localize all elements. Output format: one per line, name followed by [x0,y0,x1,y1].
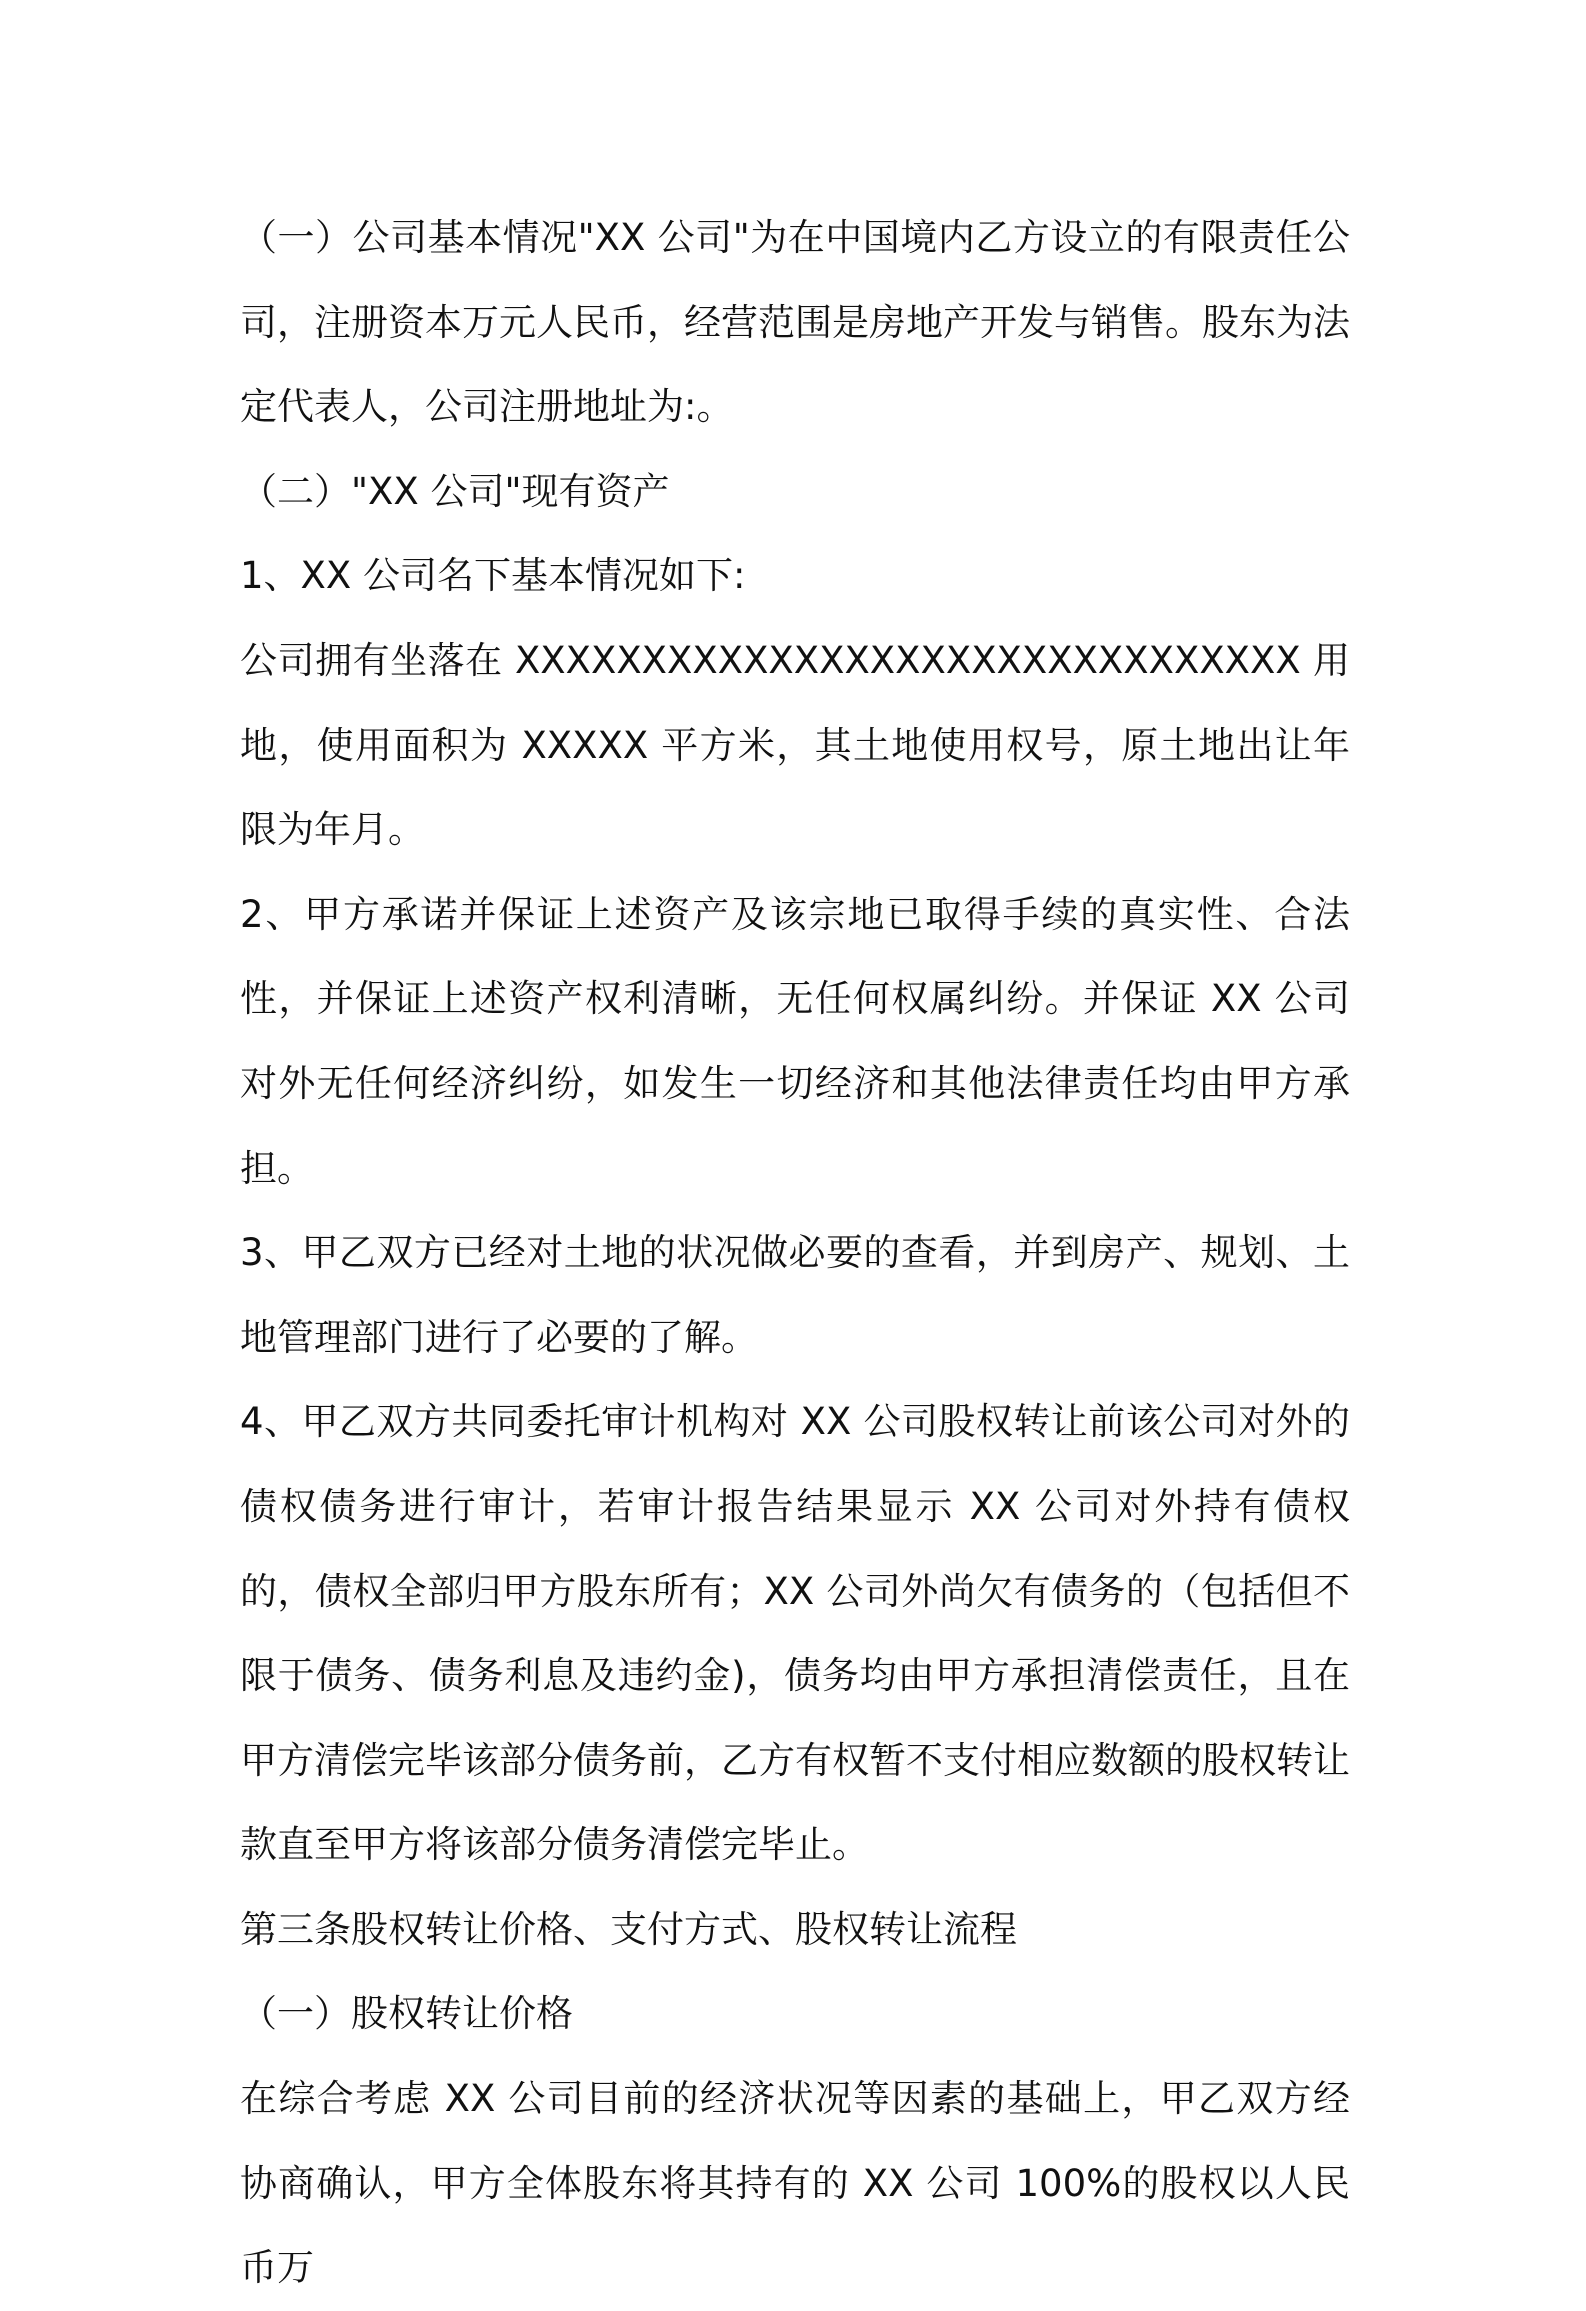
paragraph-company-basic-info: （一）公司基本情况"XX 公司"为在中国境内乙方设立的有限责任公司，注册资本万元人民币，经营范围是房地产开发与销售。股东为法定代表人，公司注册地址为:。 [240,216,1350,429]
paragraph-item-4: 4、甲乙双方共同委托审计机构对 XX 公司股权转让前该公司对外的债权债务进行审计，若审计报告结果显示 XX 公司对外持有债权的，债权全部归甲方股东所有；XX 公司外尚欠有债务的（包括但不限于债务、债务利息及违约金)，债务均由甲方承担清偿责任，且在甲方清偿完毕该部分债务前，乙方有权暂不支付相应数额的股权转让款直至甲方将该部分债务清偿完毕止。 [240,1400,1350,1867]
paragraph-item-1: 1、XX 公司名下基本情况如下: [240,554,746,598]
document-body [240,196,1350,2311]
paragraph-item-2: 2、甲方承诺并保证上述资产及该宗地已取得手续的真实性、合法性，并保证上述资产权利清晰，无任何权属纠纷。并保证 XX 公司对外无任何经济纠纷，如发生一切经济和其他法律责任均由甲方承担。 [240,892,1350,1190]
paragraph-existing-assets-heading: （二）"XX 公司"现有资产 [240,469,670,513]
paragraph-land-info: 公司拥有坐落在 XXXXXXXXXXXXXXXXXXXXXXXXXXXXXXX 用地，使用面积为 XXXXX 平方米，其土地使用权号，原土地出让年限为年月。 [240,638,1350,852]
paragraph-transfer-price-body: 在综合考虑 XX 公司目前的经济状况等因素的基础上，甲乙双方经协商确认，甲方全体股东将其持有的 XX 公司 100%的股权以人民币万 [240,2077,1350,2290]
paragraph-article-3-heading: 第三条股权转让价格、支付方式、股权转让流程 [240,1907,1017,1951]
paragraph-item-3: 3、甲乙双方已经对土地的状况做必要的查看，并到房产、规划、土地管理部门进行了必要的了解。 [240,1231,1350,1359]
paragraph-transfer-price-heading: （一）股权转让价格 [240,1992,573,2036]
